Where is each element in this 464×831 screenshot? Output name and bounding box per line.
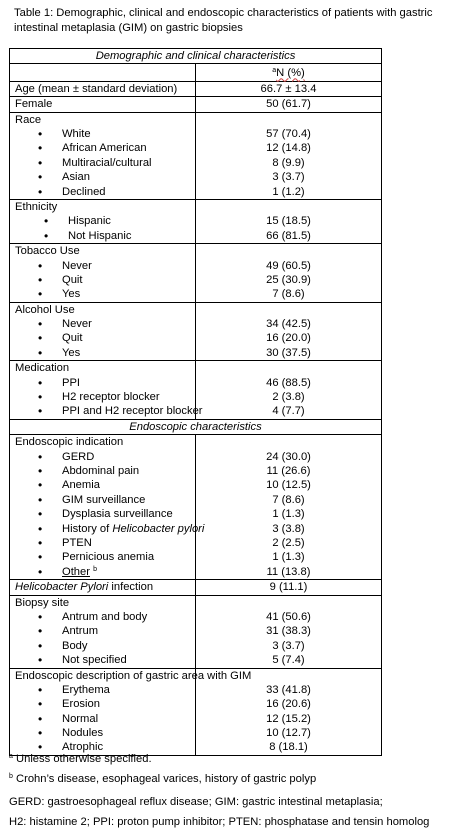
description-value-normal: 12 (15.2) (266, 712, 311, 725)
tobacco-value-never: 49 (60.5) (266, 259, 311, 272)
footnote-abbreviations-1: GERD: gastroesophageal reflux disease; GIM: gastric intestinal metaplasia; (9, 796, 383, 808)
column-header-characteristic (10, 64, 196, 81)
indication-item-history-h-pylori (15, 522, 205, 536)
medication-item-ppi-and-h2: • PPI and H2 receptor blocker (15, 404, 195, 418)
race-values (196, 112, 382, 199)
alcohol-value-quit: 16 (20.0) (266, 332, 311, 345)
indication-value-pernicious-anemia: 1 (1.3) (272, 551, 305, 564)
h-pylori-infection-value: 9 (11.1) (196, 580, 382, 595)
indication-item-pten: • PTEN (15, 536, 195, 550)
female-value: 50 (61.7) (196, 97, 382, 112)
table-row (10, 595, 382, 668)
description-title: Endoscopic description of gastric area with GIM (15, 669, 252, 682)
description-value-erosion: 16 (20.6) (266, 698, 311, 711)
indication-item-other (15, 565, 195, 579)
indication-value-dysplasia-surveillance: 1 (1.3) (272, 508, 305, 521)
ethnicity-cell (10, 199, 196, 243)
race-item-declined: • Declined (15, 185, 195, 199)
footnote-b-text: Crohn’s disease, esophageal varices, history of gastric polyp (12, 773, 317, 785)
indication-item-anemia: • Anemia (15, 478, 195, 492)
alcohol-item-never: • Never (15, 317, 195, 331)
biopsy-item-not-specified: • Not specified (15, 653, 195, 667)
age-value: 66.7 ± 13.4 (196, 81, 382, 96)
table-caption: Table 1: Demographic, clinical and endoscopic characteristics of patients with gastric intestinal metaplasia (GIM) on gastric biopsies (14, 7, 433, 34)
h-pylori-suffix: infection (108, 581, 154, 594)
table-row (10, 49, 382, 64)
ethnicity-value-not-hispanic: 66 (81.5) (266, 229, 311, 242)
alcohol-item-yes: • Yes (15, 346, 195, 360)
biopsy-value-not-specified: 5 (7.4) (272, 654, 305, 667)
ethnicity-value-hispanic: 15 (18.5) (266, 215, 311, 228)
medication-title: Medication (15, 362, 70, 375)
race-item-multiracial: • Multiracial/cultural (15, 156, 195, 170)
race-item-white: • White (15, 127, 195, 141)
table-row (10, 244, 382, 303)
ethnicity-item-not-hispanic: • Not Hispanic (15, 229, 195, 243)
footnote-a-text: Unless otherwise specified. (12, 753, 152, 765)
race-item-asian: • Asian (15, 170, 195, 184)
indication-item-other-sup: b (93, 565, 97, 573)
biopsy-item-antrum: • Antrum (15, 624, 195, 638)
tobacco-item-quit: • Quit (15, 273, 195, 287)
indication-value-anemia: 10 (12.5) (266, 479, 311, 492)
race-title: Race (15, 113, 42, 126)
indication-item-abdominal-pain: • Abdominal pain (15, 464, 195, 478)
table-row (10, 419, 382, 434)
biopsy-value-antrum-and-body: 41 (50.6) (266, 610, 311, 623)
indication-values (196, 435, 382, 580)
footnote-b-marker: b (9, 773, 13, 780)
biopsy-title: Biopsy site (15, 596, 70, 609)
table-row (10, 64, 382, 81)
description-item-normal: • Normal (15, 712, 195, 726)
alcohol-cell (10, 302, 196, 361)
description-item-nodules: • Nodules (15, 726, 195, 740)
endoscopic-section-header: Endoscopic characteristics (10, 419, 382, 434)
tobacco-value-yes: 7 (8.6) (272, 288, 305, 301)
medication-values (196, 361, 382, 420)
tobacco-item-never: • Never (15, 259, 195, 273)
indication-item-gim-surveillance: • GIM surveillance (15, 493, 195, 507)
column-header-n-percent (196, 64, 382, 81)
column-header-label: N (%) (276, 67, 305, 80)
race-cell (10, 112, 196, 199)
indication-value-gim-surveillance: 7 (8.6) (272, 493, 305, 506)
alcohol-value-never: 34 (42.5) (266, 318, 311, 331)
indication-item-history-label: History of (62, 522, 113, 535)
tobacco-value-quit: 25 (30.9) (266, 273, 311, 286)
biopsy-item-antrum-and-body: • Antrum and body (15, 610, 195, 624)
description-item-erosion: • Erosion (15, 697, 195, 711)
biopsy-values (196, 595, 382, 668)
ethnicity-item-hispanic: • Hispanic (15, 214, 195, 228)
medication-item-h2-blocker: • H2 receptor blocker (15, 390, 195, 404)
female-label: Female (10, 97, 196, 112)
indication-item-dysplasia-surveillance: • Dysplasia surveillance (15, 507, 195, 521)
age-label: Age (mean ± standard deviation) (10, 81, 196, 96)
indication-title: Endoscopic indication (15, 436, 124, 449)
medication-item-ppi: • PPI (15, 376, 195, 390)
description-item-erythema: • Erythema (15, 683, 195, 697)
alcohol-item-quit: • Quit (15, 331, 195, 345)
table-row (10, 302, 382, 361)
indication-item-other-label: Other (62, 565, 90, 578)
indication-item-pernicious-anemia: • Pernicious anemia (15, 550, 195, 564)
race-value-white: 57 (70.4) (266, 128, 311, 141)
indication-cell (10, 435, 205, 580)
characteristics-table (9, 48, 382, 756)
ethnicity-values (196, 199, 382, 243)
race-value-multiracial: 8 (9.9) (272, 156, 305, 169)
footnote-abbreviations-2: H2: histamine 2; PPI: proton pump inhibitor; PTEN: phosphatase and tensin homolog (9, 816, 430, 828)
indication-value-gerd: 24 (30.0) (266, 450, 311, 463)
indication-item-history-italic: Helicobacter pylori (112, 522, 205, 535)
alcohol-value-yes: 30 (37.5) (266, 346, 311, 359)
footnote-a-marker: a (9, 753, 13, 760)
footnotes (9, 753, 461, 829)
medication-value-ppi-and-h2: 4 (7.7) (272, 405, 305, 418)
column-header-superscript: a (272, 67, 277, 75)
tobacco-values (196, 244, 382, 303)
alcohol-title: Alcohol Use (15, 303, 75, 316)
indication-value-pten: 2 (2.5) (272, 536, 305, 549)
race-value-asian: 3 (3.7) (272, 171, 305, 184)
tobacco-title: Tobacco Use (15, 245, 80, 258)
alcohol-values (196, 302, 382, 361)
biopsy-item-body: • Body (15, 639, 195, 653)
indication-value-history-h-pylori: 3 (3.8) (272, 522, 305, 535)
indication-item-gerd: • GERD (15, 450, 195, 464)
indication-value-other: 11 (13.8) (266, 565, 311, 578)
table-row (10, 668, 382, 755)
medication-value-ppi: 46 (88.5) (266, 376, 311, 389)
biopsy-value-body: 3 (3.7) (272, 639, 305, 652)
h-pylori-italic: Helicobacter Pylori (15, 581, 109, 594)
tobacco-cell (10, 244, 196, 303)
description-item-atrophic: • Atrophic (15, 740, 195, 754)
race-value-african-american: 12 (14.8) (266, 142, 311, 155)
footnote-b (9, 773, 461, 795)
table-row (10, 112, 382, 199)
h-pylori-infection-label (10, 580, 196, 595)
indication-value-abdominal-pain: 11 (26.6) (266, 465, 311, 478)
tobacco-item-yes: • Yes (15, 287, 195, 301)
biopsy-value-antrum: 31 (38.3) (266, 625, 311, 638)
race-value-declined: 1 (1.2) (272, 185, 305, 198)
footnote-a (9, 753, 461, 773)
table-row (10, 199, 382, 243)
race-item-african-american: • African American (15, 141, 195, 155)
table-row (10, 580, 382, 595)
table-row (10, 97, 382, 112)
medication-value-h2-blocker: 2 (3.8) (272, 391, 305, 404)
demographic-section-header: Demographic and clinical characteristics (10, 49, 382, 64)
table-row (10, 361, 382, 420)
medication-cell (10, 361, 203, 420)
table-row (10, 435, 382, 580)
description-value-atrophic: 8 (18.1) (269, 741, 308, 754)
table-row (10, 81, 382, 96)
biopsy-cell (10, 595, 196, 668)
description-value-nodules: 10 (12.7) (266, 727, 311, 740)
description-value-erythema: 33 (41.8) (266, 683, 311, 696)
ethnicity-title: Ethnicity (15, 200, 58, 213)
description-cell (10, 668, 252, 755)
